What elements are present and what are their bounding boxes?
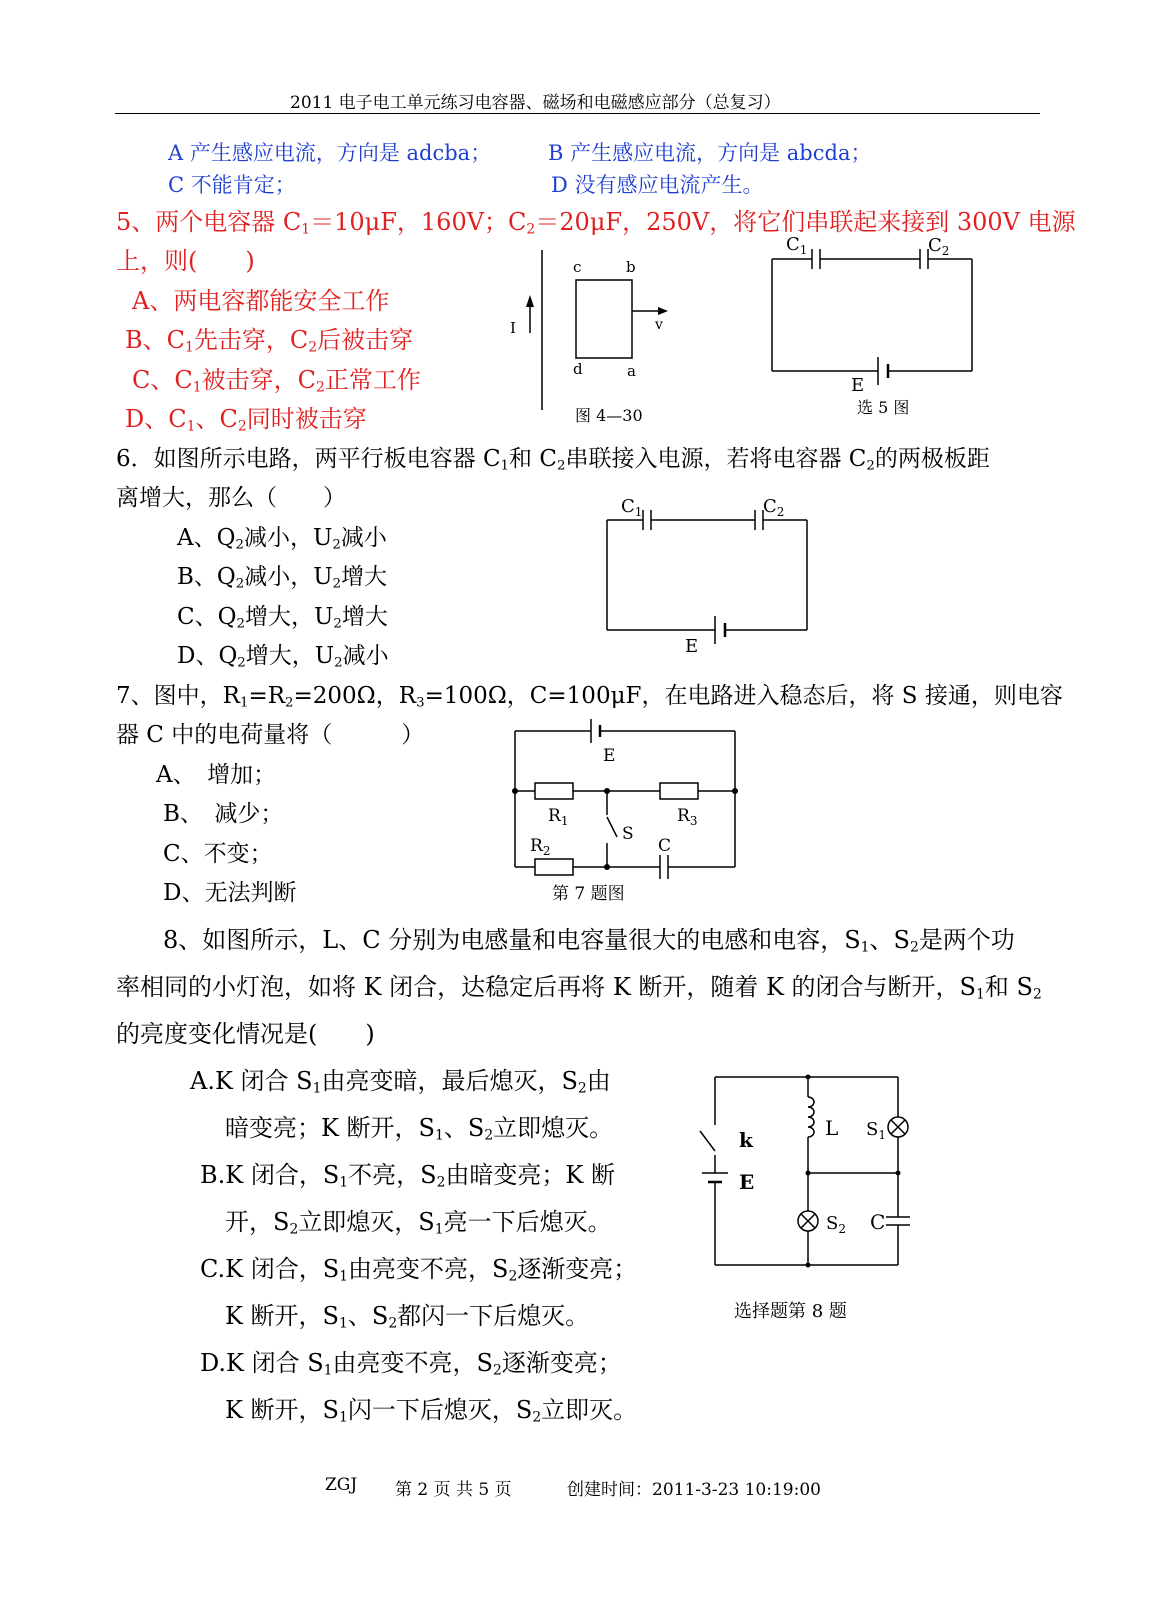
- q5-stem-line1: 5、两个电容器 $C_1=10\mu F$，160V；$C_2=20\mu F$，250V，将它们串联起来接到 300V 电源: [116, 208, 1076, 238]
- q8-stem-line3: 的亮度变化情况是( ): [116, 1020, 375, 1048]
- velocity-label: v: [655, 317, 663, 333]
- svg-text:R1: $R_1$: [548, 806, 569, 828]
- corner-d-label: d: [573, 360, 583, 378]
- footer-created-time: 创建时间：2011-3-23 10:19:00: [567, 1480, 821, 1500]
- figure-q7-circuit: [505, 715, 750, 910]
- corner-c-label: c: [573, 258, 582, 276]
- q8-option-c-line1: C.K 闭合，$S_1$由亮变不亮，$S_2$逐渐变亮；: [200, 1255, 638, 1285]
- q7-option-d: D、无法判断: [163, 880, 297, 906]
- figure-q8-caption: 选择题第 8 题: [734, 1301, 847, 1322]
- q8-option-a-line2: 暗变亮；K 断开，$S_1$、$S_2$立即熄灭。: [225, 1114, 614, 1144]
- svg-text:C2: $C_2$: [928, 235, 950, 258]
- footer-page-number: 第 2 页 共 5 页: [395, 1480, 512, 1500]
- corner-a-label: a: [627, 362, 636, 380]
- capacitor-c-label: C: [658, 836, 672, 856]
- q7-stem-line1: 7、图中，$R_1=R_2=200\Omega$，$R_3=100\Omega$，C=100μF，在电路进入稳态后，将 S 接通，则电容: [116, 683, 1063, 711]
- svg-text:C2: $C_2$: [763, 496, 785, 519]
- battery-e-label: E: [851, 375, 865, 396]
- figure-4-30-caption: 图 4—30: [575, 406, 643, 425]
- q8-option-d-line2: K 断开，$S_1$闪一下后熄灭，$S_2$立即灭。: [225, 1396, 638, 1426]
- corner-b-label: b: [626, 258, 636, 276]
- q7-stem-line2: 器 C 中的电荷量将（ ）: [116, 722, 425, 748]
- q8-option-c-line2: K 断开，$S_1$、$S_2$都闪一下后熄灭。: [225, 1302, 590, 1332]
- svg-text:S2: $S_2$: [826, 1213, 846, 1236]
- q6-option-a: A、$Q_2$减小，$U_2$减小: [177, 525, 387, 553]
- q4-option-d: D 没有感应电流产生。: [551, 173, 764, 197]
- q8-stem-line2: 率相同的小灯泡，如将 K 闭合，达稳定后再将 K 断开，随着 K 的闭合与断开，$S_1$和 $S_2$: [116, 973, 1042, 1003]
- figure-q7-caption: 第 7 题图: [552, 884, 625, 904]
- battery-e-label: E: [739, 1170, 755, 1194]
- q8-option-b-line1: B.K 闭合，$S_1$不亮，$S_2$由暗变亮；K 断: [200, 1161, 615, 1191]
- q8-stem-line1: 8、如图所示，L、C 分别为电感量和电容量很大的电感和电容，$S_1$、$S_2$是两个功: [163, 926, 1015, 956]
- battery-e-label: E: [685, 636, 699, 657]
- q5-option-b: B、$C_1$先击穿，$C_2$后被击穿: [125, 326, 414, 356]
- page-header: 2011 电子电工单元练习电容器、磁场和电磁感应部分（总复习）: [290, 93, 781, 113]
- q6-option-c: C、$Q_2$增大，$U_2$增大: [177, 604, 388, 632]
- figure-q8-circuit: [690, 1065, 930, 1335]
- q7-option-a: A、 增加；: [156, 762, 277, 788]
- q5-option-c: C、$C_1$被击穿，$C_2$正常工作: [132, 366, 421, 396]
- q5-option-d: D、$C_1$、$C_2$同时被击穿: [125, 405, 367, 435]
- header-rule: [115, 113, 1040, 114]
- switch-k-label: k: [739, 1128, 753, 1152]
- q5-option-a: A、两电容都能安全工作: [132, 287, 390, 315]
- q7-option-c: C、不变；: [163, 841, 273, 867]
- footer-author: ZGJ: [325, 1475, 358, 1495]
- q6-stem-line2: 离增大，那么（ ）: [116, 485, 346, 511]
- figure-q5-caption: 选 5 图: [857, 398, 910, 417]
- svg-text:R3: $R_3$: [677, 806, 698, 828]
- q8-option-b-line2: 开，$S_2$立即熄灭，$S_1$亮一下后熄灭。: [225, 1208, 612, 1238]
- battery-e-label: E: [603, 746, 616, 766]
- q6-option-d: D、$Q_2$增大，$U_2$减小: [177, 643, 389, 671]
- q4-option-b: B 产生感应电流，方向是 abcda；: [548, 141, 872, 165]
- q6-stem-line1: 6．如图所示电路，两平行板电容器 $C_1$和 $C_2$串联接入电源，若将电容器 $C_2$的两极板距: [116, 446, 990, 474]
- q4-option-c: C 不能肯定；: [168, 173, 296, 197]
- svg-text:S1: $S_1$: [866, 1119, 886, 1142]
- q8-option-a-line1: A.K 闭合 $S_1$由亮变暗，最后熄灭，$S_2$由: [190, 1067, 611, 1097]
- current-label: I: [510, 319, 516, 337]
- svg-text:C1: $C_1$: [621, 496, 643, 519]
- figure-q5-circuit: [760, 225, 990, 425]
- q4-option-a: A 产生感应电流，方向是 adcba；: [168, 141, 492, 165]
- capacitor-c-label: C: [870, 1210, 886, 1234]
- figure-4-30: [500, 245, 700, 435]
- q7-option-b: B、 减少；: [163, 801, 284, 827]
- svg-text:C1: $C_1$: [786, 234, 808, 257]
- switch-s-label: S: [622, 824, 634, 844]
- q8-option-d-line1: D.K 闭合 $S_1$由亮变不亮，$S_2$逐渐变亮；: [200, 1349, 622, 1379]
- svg-text:R2: $R_2$: [530, 836, 551, 858]
- figure-q6-circuit: [595, 488, 820, 663]
- inductor-l-label: L: [825, 1116, 839, 1140]
- q5-stem-line2: 上，则( ): [116, 247, 255, 275]
- q6-option-b: B、$Q_2$减小，$U_2$增大: [177, 564, 388, 592]
